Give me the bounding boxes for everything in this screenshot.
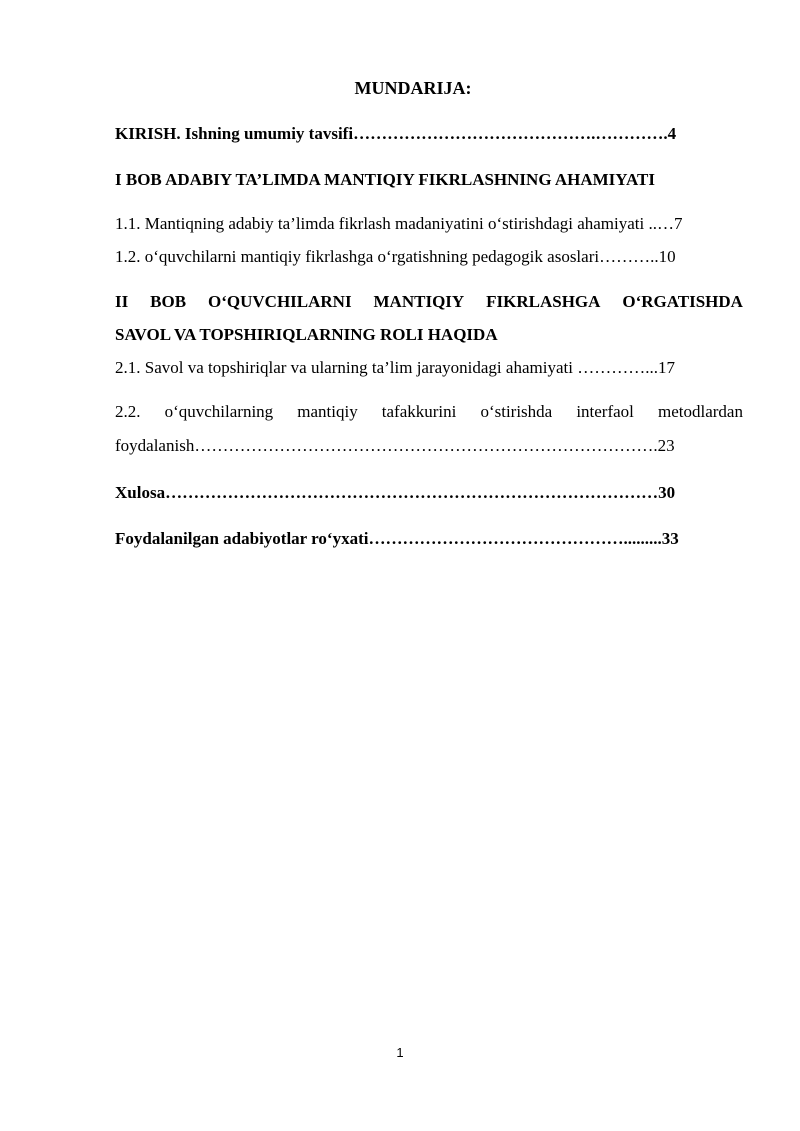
entry-word: tafakkurini: [381, 402, 457, 421]
toc-entry-1-1: 1.1. Mantiqning adabiy ta’limda fikrlash madaniyatini o‘stirishdagi ahamiyati ..…7: [115, 214, 683, 233]
entry-word: metodlardan: [657, 402, 743, 421]
entry-word: interfaol: [576, 402, 634, 421]
heading-word: O‘QUVCHILARNI: [208, 292, 352, 311]
heading-word: O‘RGATISHDA: [622, 292, 743, 311]
toc-chapter-2-heading-line1: [115, 290, 743, 314]
page-number: 1: [396, 1045, 404, 1060]
toc-entry-xulosa: Xulosa……………………………………………………………………………30: [115, 483, 676, 502]
toc-entry-bibliography: Foydalanilgan adabiyotlar ro‘yxati……………………………………….........33: [115, 529, 679, 548]
entry-word: mantiqiy: [297, 402, 358, 421]
heading-word: FIKRLASHGA: [486, 292, 601, 311]
heading-word: II: [115, 292, 129, 311]
toc-entry-2-2-line1: [115, 400, 743, 424]
toc-entry-1-2: 1.2. o‘quvchilarni mantiqiy fikrlashga o‘rgatishning pedagogik asoslari………..10: [115, 247, 676, 266]
toc-entry-kirish: KIRISH. Ishning umumiy tavsifi…………………………………….………….4: [115, 124, 677, 143]
entry-word: 2.2.: [115, 402, 141, 421]
entry-word: o‘quvchilarning: [164, 402, 274, 421]
toc-chapter-2-heading-line2: SAVOL VA TOPSHIRIQLARNING ROLI HAQIDA: [115, 325, 498, 344]
toc-chapter-1-heading: I BOB ADABIY TA’LIMDA MANTIQIY FIKRLASHNING AHAMIYATI: [115, 170, 655, 189]
toc-title: MUNDARIJA:: [354, 78, 472, 98]
toc-entry-2-2-line2: foydalanish……………………………………………………………………….23: [115, 436, 675, 455]
entry-word: o‘stirishda: [480, 402, 553, 421]
toc-entry-2-1: 2.1. Savol va topshiriqlar va ularning ta’lim jarayonidagi ahamiyati …………...17: [115, 358, 675, 377]
heading-word: BOB: [150, 292, 187, 311]
heading-word: MANTIQIY: [373, 292, 465, 311]
